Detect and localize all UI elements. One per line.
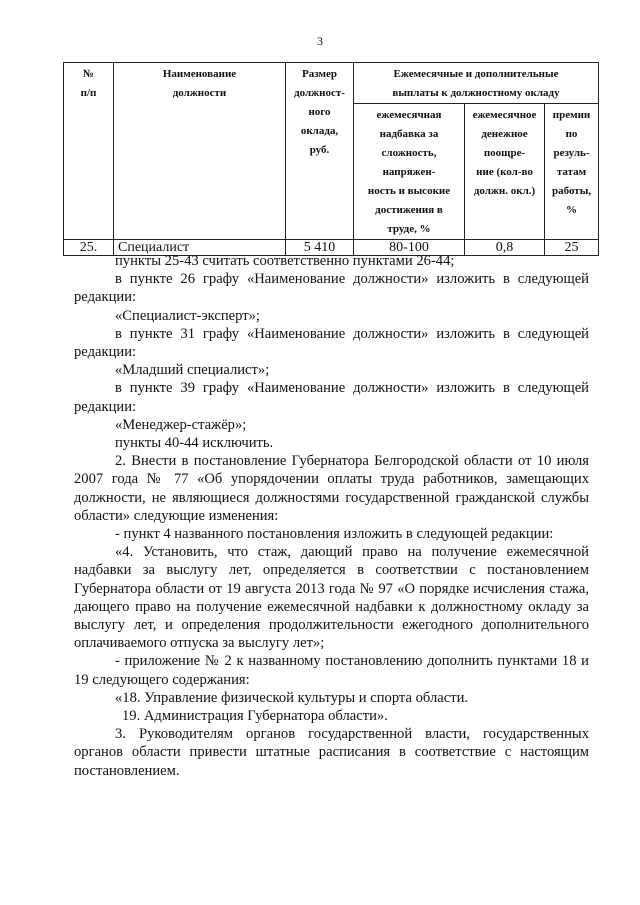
paragraph: пункты 40-44 исключить. — [115, 435, 274, 452]
paragraph: - пункт 4 названного постановления изложить в следующей редакции: — [115, 526, 554, 543]
row-complexity-bonus: 80-100 — [354, 240, 465, 256]
paragraph: в пункте 26 графу «Наименование должности» изложить в следующей редакции: — [74, 271, 589, 306]
paragraph: «Менеджер-стажёр»; — [115, 416, 247, 433]
paragraph: «Младший специалист»; — [115, 362, 270, 379]
paragraph: «4. Установить, что стаж, дающий право на получение ежемесячной надбавки за выслугу лет, определяется в соответствии с постановлением Губернатора области от 19 августа 2013 года № 97 «О порядке исчисления стажа, дающего право на получение ежемесячной надбавки к должностному окладу за выслугу лет, и определения продолжительности ежегодного дополнительного оплачиваемого отпуска за выслугу лет»; — [74, 544, 589, 652]
paragraph: - приложение № 2 к названному постановлению дополнить пунктами 18 и 19 следующего содержания: — [74, 653, 589, 688]
paragraph: 19. Администрация Губернатора области». — [122, 708, 388, 725]
paragraph: 2. Внести в постановление Губернатора Белгородской области от 10 июля 2007 года № 77 «Об упорядочении оплаты труда работников, замещающих должности, не являющиеся должностями государственной гражданской службы области» следующие изменения: — [74, 453, 589, 524]
page-number: 3 — [317, 34, 323, 48]
body-text — [74, 252, 589, 780]
row-salary: 5 410 — [286, 240, 354, 256]
row-incentive: 0,8 — [465, 240, 545, 256]
header-premiums: премии по резуль- татам работы, % — [545, 104, 599, 240]
header-complexity-bonus: ежемесячная надбавка за сложность, напряжен- ность и высокие достижения в труде, % — [354, 104, 465, 240]
paragraph: 3. Руководителям органов государственной власти, государственных органов области привести штатные расписания в соответствие с настоящим постановлением. — [74, 726, 589, 779]
paragraph: пункты 25-43 считать соответственно пунктами 26-44; — [115, 253, 455, 269]
paragraph: «Специалист-эксперт»; — [115, 307, 260, 324]
header-salary-size: Размер должност- ного оклада, руб. — [286, 63, 354, 240]
paragraph: «18. Управление физической культуры и спорта области. — [115, 689, 469, 706]
salary-table — [63, 62, 599, 256]
row-number: 25. — [64, 240, 114, 256]
row-position: Специалист — [114, 240, 286, 256]
header-number: № п/п — [64, 63, 114, 240]
header-incentive: ежемесячное денежное поощре- ние (кол-во должн. окл.) — [465, 104, 545, 240]
header-position-name: Наименование должности — [114, 63, 286, 240]
header-monthly-additional: Ежемесячные и дополнительные выплаты к должностному окладу — [354, 63, 599, 104]
paragraph: в пункте 31 графу «Наименование должности» изложить в следующей редакции: — [74, 325, 589, 361]
row-premiums: 25 — [545, 240, 599, 256]
paragraph: в пункте 39 графу «Наименование должности» изложить в следующей редакции: — [74, 380, 589, 415]
